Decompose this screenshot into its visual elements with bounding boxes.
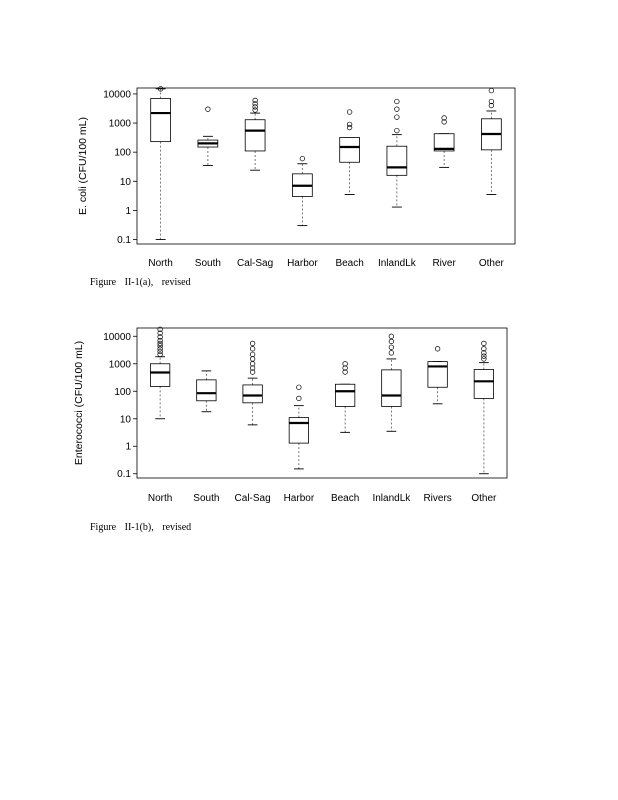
outlier-point: [395, 115, 400, 120]
outlier-point: [158, 349, 163, 354]
iqr-box: [245, 120, 265, 151]
box-other: [474, 341, 493, 474]
outlier-point: [389, 339, 394, 344]
y-tick-label: 0.1: [117, 469, 131, 481]
iqr-box: [382, 370, 401, 407]
iqr-box: [151, 98, 171, 141]
x-tick-label: Harbor: [283, 493, 315, 504]
plot-frame: [137, 88, 515, 244]
x-tick-label: Other: [471, 493, 497, 504]
box-harbor: [292, 156, 312, 225]
iqr-box: [289, 418, 308, 443]
iqr-box: [340, 137, 360, 162]
box-beach: [340, 110, 360, 195]
outlier-point: [395, 128, 400, 133]
y-tick-label: 1000: [108, 359, 131, 371]
chart-a: [70, 80, 530, 275]
outlier-point: [347, 110, 352, 115]
box-beach: [335, 361, 354, 432]
outlier-point: [347, 122, 352, 127]
figure-a-caption: Figure II-1(a), revised: [90, 277, 191, 288]
box-inlandlk: [382, 334, 401, 431]
box-north: [150, 327, 169, 419]
outlier-point: [253, 98, 258, 103]
outlier-point: [297, 396, 302, 401]
box-south: [197, 371, 216, 412]
box-south: [198, 107, 218, 166]
box-north: [151, 87, 171, 240]
chart-b-svg: [70, 325, 530, 510]
x-tick-label: North: [148, 258, 173, 269]
x-tick-label: Cal-Sag: [234, 493, 271, 504]
x-tick-label: Harbor: [287, 258, 318, 269]
y-tick-label: 1: [125, 441, 131, 453]
iqr-box: [474, 369, 493, 398]
y-tick-label: 100: [114, 386, 131, 398]
plot-frame: [137, 328, 507, 478]
outlier-point: [435, 347, 440, 352]
box-river: [434, 116, 454, 168]
outlier-point: [489, 88, 494, 93]
y-tick-label: 1: [125, 205, 131, 217]
outlier-point: [389, 334, 394, 339]
iqr-box: [335, 384, 354, 406]
box-cal-sag: [245, 98, 265, 170]
iqr-box: [197, 380, 216, 401]
y-axis-label: Enterococci (CFU/100 mL): [73, 340, 85, 466]
x-tick-label: Cal-Sag: [237, 258, 274, 269]
box-inlandlk: [387, 99, 407, 207]
iqr-box: [387, 146, 407, 175]
outlier-point: [250, 341, 255, 346]
outlier-point: [300, 156, 305, 161]
y-tick-label: 1000: [108, 118, 131, 130]
x-tick-label: InlandLk: [377, 258, 416, 269]
outlier-point: [297, 385, 302, 390]
outlier-point: [389, 345, 394, 350]
x-tick-label: Rivers: [423, 493, 452, 504]
box-rivers: [428, 347, 447, 404]
chart-a-svg: [70, 80, 530, 275]
y-tick-label: 0.1: [117, 234, 131, 246]
box-harbor: [289, 385, 308, 469]
figure-b-caption: Figure II-1(b), revised: [90, 522, 192, 533]
chart-b: [70, 325, 530, 510]
outlier-point: [389, 351, 394, 356]
x-tick-label: Beach: [330, 493, 360, 504]
box-cal-sag: [243, 341, 262, 425]
x-tick-label: Other: [478, 258, 504, 269]
iqr-box: [243, 385, 262, 403]
y-tick-label: 10000: [103, 89, 131, 101]
outlier-point: [250, 347, 255, 352]
outlier-point: [250, 352, 255, 357]
outlier-point: [395, 99, 400, 104]
y-tick-label: 10: [119, 176, 131, 188]
y-tick-label: 10: [119, 414, 131, 426]
outlier-point: [482, 341, 487, 346]
x-tick-label: Beach: [335, 258, 364, 269]
y-tick-label: 100: [114, 147, 131, 159]
x-tick-label: South: [194, 258, 221, 269]
y-axis-label: E. coli (CFU/100 mL): [77, 116, 89, 216]
x-tick-label: InlandLk: [372, 493, 411, 504]
iqr-box: [150, 364, 169, 387]
x-tick-label: North: [147, 493, 173, 504]
x-tick-label: South: [193, 493, 220, 504]
outlier-point: [250, 357, 255, 362]
x-tick-label: River: [432, 258, 456, 269]
box-other: [481, 88, 501, 194]
outlier-point: [395, 107, 400, 112]
y-tick-label: 10000: [103, 331, 131, 343]
outlier-point: [206, 107, 211, 112]
